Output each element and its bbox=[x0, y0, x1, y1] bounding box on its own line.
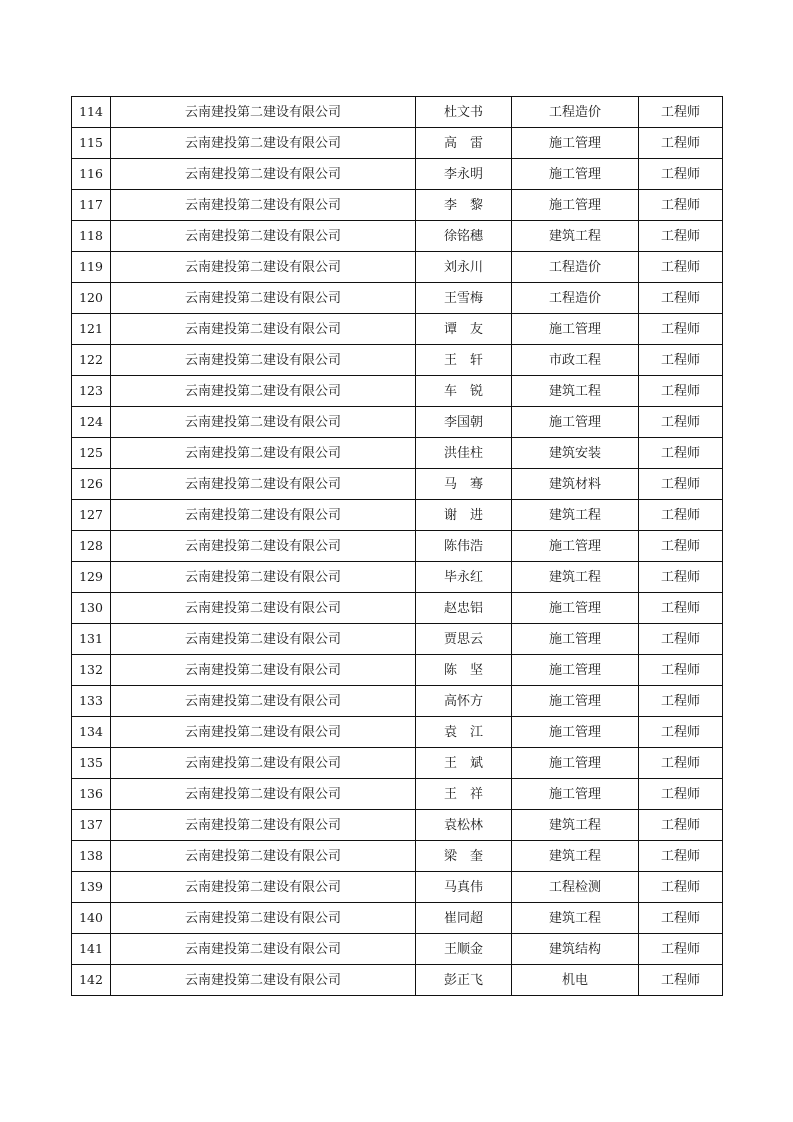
company-cell: 云南建投第二建设有限公司 bbox=[111, 159, 416, 190]
title-cell: 工程师 bbox=[639, 717, 723, 748]
person-name-cell: 王雪梅 bbox=[416, 283, 512, 314]
major-cell: 机电 bbox=[512, 965, 639, 996]
row-number-cell: 139 bbox=[72, 872, 111, 903]
title-cell: 工程师 bbox=[639, 593, 723, 624]
person-name-cell: 陈 坚 bbox=[416, 655, 512, 686]
title-cell: 工程师 bbox=[639, 686, 723, 717]
title-cell: 工程师 bbox=[639, 624, 723, 655]
personnel-table-body bbox=[72, 97, 723, 996]
person-name-cell: 杜文书 bbox=[416, 97, 512, 128]
company-cell: 云南建投第二建设有限公司 bbox=[111, 376, 416, 407]
table-row bbox=[72, 655, 723, 686]
company-cell: 云南建投第二建设有限公司 bbox=[111, 314, 416, 345]
title-cell: 工程师 bbox=[639, 159, 723, 190]
person-name-cell: 洪佳柱 bbox=[416, 438, 512, 469]
row-number-cell: 120 bbox=[72, 283, 111, 314]
title-cell: 工程师 bbox=[639, 314, 723, 345]
major-cell: 施工管理 bbox=[512, 128, 639, 159]
title-cell: 工程师 bbox=[639, 438, 723, 469]
major-cell: 施工管理 bbox=[512, 314, 639, 345]
company-cell: 云南建投第二建设有限公司 bbox=[111, 810, 416, 841]
company-cell: 云南建投第二建设有限公司 bbox=[111, 903, 416, 934]
table-row bbox=[72, 934, 723, 965]
row-number-cell: 128 bbox=[72, 531, 111, 562]
person-name-cell: 彭正飞 bbox=[416, 965, 512, 996]
person-name-cell: 赵忠铝 bbox=[416, 593, 512, 624]
title-cell: 工程师 bbox=[639, 190, 723, 221]
person-name-cell: 李国朝 bbox=[416, 407, 512, 438]
company-cell: 云南建投第二建设有限公司 bbox=[111, 655, 416, 686]
table-row bbox=[72, 841, 723, 872]
major-cell: 市政工程 bbox=[512, 345, 639, 376]
company-cell: 云南建投第二建设有限公司 bbox=[111, 872, 416, 903]
company-cell: 云南建投第二建设有限公司 bbox=[111, 531, 416, 562]
major-cell: 施工管理 bbox=[512, 717, 639, 748]
company-cell: 云南建投第二建设有限公司 bbox=[111, 686, 416, 717]
row-number-cell: 131 bbox=[72, 624, 111, 655]
row-number-cell: 116 bbox=[72, 159, 111, 190]
person-name-cell: 袁松林 bbox=[416, 810, 512, 841]
company-cell: 云南建投第二建设有限公司 bbox=[111, 221, 416, 252]
company-cell: 云南建投第二建设有限公司 bbox=[111, 717, 416, 748]
row-number-cell: 115 bbox=[72, 128, 111, 159]
company-cell: 云南建投第二建设有限公司 bbox=[111, 283, 416, 314]
table-row bbox=[72, 562, 723, 593]
row-number-cell: 121 bbox=[72, 314, 111, 345]
row-number-cell: 124 bbox=[72, 407, 111, 438]
title-cell: 工程师 bbox=[639, 407, 723, 438]
company-cell: 云南建投第二建设有限公司 bbox=[111, 407, 416, 438]
major-cell: 施工管理 bbox=[512, 531, 639, 562]
person-name-cell: 陈伟浩 bbox=[416, 531, 512, 562]
person-name-cell: 马真伟 bbox=[416, 872, 512, 903]
table-row bbox=[72, 407, 723, 438]
table-row bbox=[72, 810, 723, 841]
row-number-cell: 118 bbox=[72, 221, 111, 252]
person-name-cell: 王 斌 bbox=[416, 748, 512, 779]
row-number-cell: 138 bbox=[72, 841, 111, 872]
table-row bbox=[72, 779, 723, 810]
major-cell: 建筑工程 bbox=[512, 221, 639, 252]
title-cell: 工程师 bbox=[639, 252, 723, 283]
company-cell: 云南建投第二建设有限公司 bbox=[111, 748, 416, 779]
company-cell: 云南建投第二建设有限公司 bbox=[111, 779, 416, 810]
row-number-cell: 117 bbox=[72, 190, 111, 221]
company-cell: 云南建投第二建设有限公司 bbox=[111, 190, 416, 221]
title-cell: 工程师 bbox=[639, 97, 723, 128]
row-number-cell: 119 bbox=[72, 252, 111, 283]
table-row bbox=[72, 624, 723, 655]
person-name-cell: 谢 进 bbox=[416, 500, 512, 531]
row-number-cell: 126 bbox=[72, 469, 111, 500]
row-number-cell: 114 bbox=[72, 97, 111, 128]
company-cell: 云南建投第二建设有限公司 bbox=[111, 345, 416, 376]
major-cell: 建筑结构 bbox=[512, 934, 639, 965]
person-name-cell: 崔同超 bbox=[416, 903, 512, 934]
person-name-cell: 李 黎 bbox=[416, 190, 512, 221]
major-cell: 施工管理 bbox=[512, 407, 639, 438]
person-name-cell: 高 雷 bbox=[416, 128, 512, 159]
major-cell: 施工管理 bbox=[512, 686, 639, 717]
row-number-cell: 133 bbox=[72, 686, 111, 717]
company-cell: 云南建投第二建设有限公司 bbox=[111, 624, 416, 655]
row-number-cell: 134 bbox=[72, 717, 111, 748]
person-name-cell: 高怀方 bbox=[416, 686, 512, 717]
company-cell: 云南建投第二建设有限公司 bbox=[111, 97, 416, 128]
major-cell: 施工管理 bbox=[512, 624, 639, 655]
table-row bbox=[72, 376, 723, 407]
row-number-cell: 127 bbox=[72, 500, 111, 531]
person-name-cell: 王 轩 bbox=[416, 345, 512, 376]
person-name-cell: 贾思云 bbox=[416, 624, 512, 655]
title-cell: 工程师 bbox=[639, 965, 723, 996]
table-row bbox=[72, 438, 723, 469]
title-cell: 工程师 bbox=[639, 469, 723, 500]
major-cell: 建筑工程 bbox=[512, 376, 639, 407]
title-cell: 工程师 bbox=[639, 283, 723, 314]
row-number-cell: 135 bbox=[72, 748, 111, 779]
title-cell: 工程师 bbox=[639, 655, 723, 686]
table-row bbox=[72, 159, 723, 190]
table-row bbox=[72, 345, 723, 376]
table-row bbox=[72, 190, 723, 221]
row-number-cell: 140 bbox=[72, 903, 111, 934]
title-cell: 工程师 bbox=[639, 376, 723, 407]
major-cell: 工程检测 bbox=[512, 872, 639, 903]
table-row bbox=[72, 500, 723, 531]
title-cell: 工程师 bbox=[639, 748, 723, 779]
table-row bbox=[72, 531, 723, 562]
table-row bbox=[72, 221, 723, 252]
company-cell: 云南建投第二建设有限公司 bbox=[111, 562, 416, 593]
title-cell: 工程师 bbox=[639, 872, 723, 903]
major-cell: 施工管理 bbox=[512, 655, 639, 686]
company-cell: 云南建投第二建设有限公司 bbox=[111, 500, 416, 531]
table-row bbox=[72, 314, 723, 345]
title-cell: 工程师 bbox=[639, 810, 723, 841]
row-number-cell: 137 bbox=[72, 810, 111, 841]
row-number-cell: 141 bbox=[72, 934, 111, 965]
row-number-cell: 132 bbox=[72, 655, 111, 686]
person-name-cell: 徐铭穗 bbox=[416, 221, 512, 252]
row-number-cell: 122 bbox=[72, 345, 111, 376]
major-cell: 工程造价 bbox=[512, 97, 639, 128]
title-cell: 工程师 bbox=[639, 345, 723, 376]
table-row bbox=[72, 872, 723, 903]
company-cell: 云南建投第二建设有限公司 bbox=[111, 841, 416, 872]
row-number-cell: 136 bbox=[72, 779, 111, 810]
company-cell: 云南建投第二建设有限公司 bbox=[111, 128, 416, 159]
company-cell: 云南建投第二建设有限公司 bbox=[111, 965, 416, 996]
company-cell: 云南建投第二建设有限公司 bbox=[111, 593, 416, 624]
title-cell: 工程师 bbox=[639, 841, 723, 872]
title-cell: 工程师 bbox=[639, 562, 723, 593]
table-row bbox=[72, 903, 723, 934]
person-name-cell: 毕永红 bbox=[416, 562, 512, 593]
major-cell: 工程造价 bbox=[512, 252, 639, 283]
table-row bbox=[72, 469, 723, 500]
title-cell: 工程师 bbox=[639, 221, 723, 252]
row-number-cell: 129 bbox=[72, 562, 111, 593]
person-name-cell: 马 骞 bbox=[416, 469, 512, 500]
title-cell: 工程师 bbox=[639, 934, 723, 965]
person-name-cell: 袁 江 bbox=[416, 717, 512, 748]
table-row bbox=[72, 717, 723, 748]
major-cell: 建筑工程 bbox=[512, 562, 639, 593]
table-row bbox=[72, 748, 723, 779]
person-name-cell: 梁 奎 bbox=[416, 841, 512, 872]
title-cell: 工程师 bbox=[639, 500, 723, 531]
major-cell: 施工管理 bbox=[512, 593, 639, 624]
table-row bbox=[72, 283, 723, 314]
title-cell: 工程师 bbox=[639, 779, 723, 810]
major-cell: 施工管理 bbox=[512, 779, 639, 810]
table-row bbox=[72, 128, 723, 159]
person-name-cell: 王顺金 bbox=[416, 934, 512, 965]
table-row bbox=[72, 965, 723, 996]
major-cell: 建筑安装 bbox=[512, 438, 639, 469]
person-name-cell: 李永明 bbox=[416, 159, 512, 190]
major-cell: 建筑材料 bbox=[512, 469, 639, 500]
major-cell: 建筑工程 bbox=[512, 810, 639, 841]
table-row bbox=[72, 686, 723, 717]
major-cell: 建筑工程 bbox=[512, 903, 639, 934]
major-cell: 施工管理 bbox=[512, 190, 639, 221]
person-name-cell: 车 锐 bbox=[416, 376, 512, 407]
row-number-cell: 123 bbox=[72, 376, 111, 407]
row-number-cell: 130 bbox=[72, 593, 111, 624]
title-cell: 工程师 bbox=[639, 128, 723, 159]
title-cell: 工程师 bbox=[639, 531, 723, 562]
table-row bbox=[72, 252, 723, 283]
personnel-table bbox=[71, 96, 723, 996]
table-row bbox=[72, 593, 723, 624]
major-cell: 工程造价 bbox=[512, 283, 639, 314]
major-cell: 施工管理 bbox=[512, 159, 639, 190]
row-number-cell: 142 bbox=[72, 965, 111, 996]
major-cell: 建筑工程 bbox=[512, 841, 639, 872]
person-name-cell: 刘永川 bbox=[416, 252, 512, 283]
row-number-cell: 125 bbox=[72, 438, 111, 469]
person-name-cell: 谭 友 bbox=[416, 314, 512, 345]
company-cell: 云南建投第二建设有限公司 bbox=[111, 469, 416, 500]
major-cell: 建筑工程 bbox=[512, 500, 639, 531]
title-cell: 工程师 bbox=[639, 903, 723, 934]
company-cell: 云南建投第二建设有限公司 bbox=[111, 252, 416, 283]
major-cell: 施工管理 bbox=[512, 748, 639, 779]
person-name-cell: 王 祥 bbox=[416, 779, 512, 810]
table-row bbox=[72, 97, 723, 128]
company-cell: 云南建投第二建设有限公司 bbox=[111, 934, 416, 965]
company-cell: 云南建投第二建设有限公司 bbox=[111, 438, 416, 469]
